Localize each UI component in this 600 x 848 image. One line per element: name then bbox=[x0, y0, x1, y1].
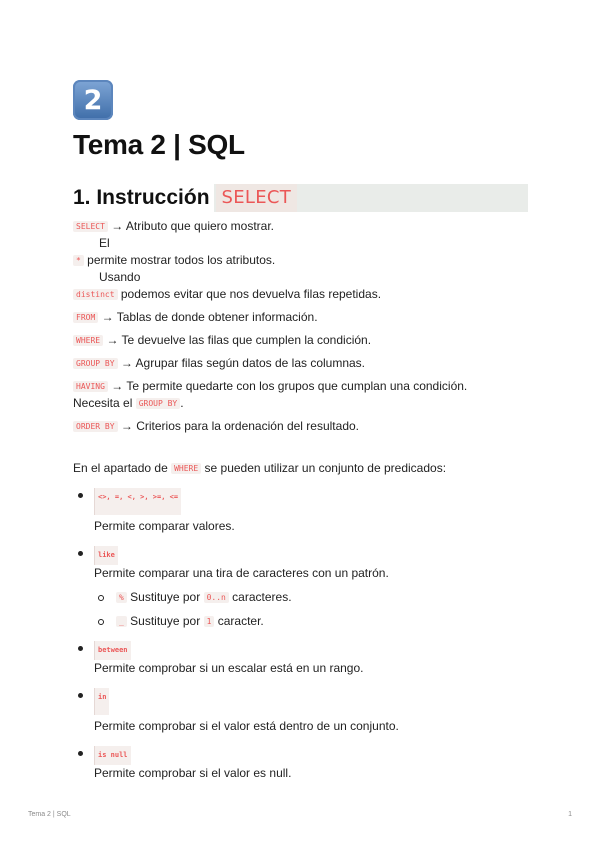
predicate-code: is null bbox=[94, 746, 131, 765]
list-item bbox=[94, 589, 528, 606]
predicate-list bbox=[73, 487, 528, 782]
list-item bbox=[73, 745, 528, 782]
having-need-line bbox=[73, 395, 528, 412]
distinct-line bbox=[73, 286, 528, 303]
having-need-end: . bbox=[180, 396, 184, 410]
orderby-text: → Criterios para la ordenación del resultado. bbox=[120, 419, 359, 433]
having-line bbox=[73, 378, 528, 395]
distinct-text: podemos evitar que nos devuelva filas repetidas. bbox=[120, 287, 382, 301]
distinct-code: distinct bbox=[73, 289, 118, 300]
predicate-desc: Permite comparar una tira de caracteres con un patrón. bbox=[94, 566, 389, 580]
having-need-code: GROUP BY bbox=[136, 398, 181, 409]
el-line: El bbox=[99, 236, 110, 250]
intro-after: se pueden utilizar un conjunto de predicados: bbox=[204, 461, 447, 475]
from-line bbox=[73, 309, 528, 326]
groupby-line bbox=[73, 355, 528, 372]
predicate-desc: Permite comprobar si un escalar está en un rango. bbox=[94, 661, 364, 675]
predicate-code: <>, =, <, >, >=, <= bbox=[94, 488, 181, 515]
predicate-desc: Permite comprobar si el valor es null. bbox=[94, 766, 292, 780]
document-page bbox=[73, 80, 528, 782]
having-code: HAVING bbox=[73, 381, 108, 392]
list-item bbox=[73, 687, 528, 735]
predicates-intro bbox=[73, 460, 528, 477]
list-item bbox=[73, 487, 528, 535]
wildcard-before: Sustituye por bbox=[130, 614, 201, 628]
from-code: FROM bbox=[73, 312, 98, 323]
having-need-text: Necesita el bbox=[73, 396, 133, 410]
select-code: SELECT bbox=[73, 221, 108, 232]
groupby-code: GROUP BY bbox=[73, 358, 118, 369]
wildcard-count-code: 1 bbox=[204, 616, 215, 627]
list-item bbox=[94, 613, 528, 630]
like-sublist bbox=[94, 589, 528, 630]
section-title: 1. Instrucción bbox=[73, 184, 214, 212]
orderby-line bbox=[73, 418, 528, 435]
from-text: → Tablas de donde obtener información. bbox=[101, 310, 318, 324]
keycap-two-icon bbox=[73, 80, 113, 120]
where-line bbox=[73, 332, 528, 349]
wildcard-count-code: 0..n bbox=[204, 592, 229, 603]
section-keyword: SELECT bbox=[216, 184, 298, 212]
wildcard-after: caracteres. bbox=[232, 590, 292, 604]
star-text: permite mostrar todos los atributos. bbox=[87, 253, 276, 267]
predicate-desc: Permite comprobar si el valor está dentro de un conjunto. bbox=[94, 719, 399, 733]
orderby-code: ORDER BY bbox=[73, 421, 118, 432]
predicate-code: in bbox=[94, 688, 109, 715]
list-item bbox=[73, 545, 528, 630]
list-item bbox=[73, 640, 528, 677]
footer-page-number: 1 bbox=[568, 811, 572, 818]
groupby-text: → Agrupar filas según datos de las columnas. bbox=[120, 356, 366, 370]
usando-line: Usando bbox=[99, 270, 141, 284]
intro-code: WHERE bbox=[171, 463, 201, 474]
where-text: → Te devuelve las filas que cumplen la condición. bbox=[106, 333, 372, 347]
emoji-digit: 2 bbox=[83, 84, 103, 116]
select-line bbox=[73, 218, 528, 235]
predicate-desc: Permite comparar valores. bbox=[94, 519, 235, 533]
wildcard-code: _ bbox=[116, 616, 127, 627]
having-text: → Te permite quedarte con los grupos que cumplan una condición. bbox=[111, 379, 468, 393]
section-heading bbox=[73, 184, 528, 212]
footer-title: Tema 2 | SQL bbox=[28, 811, 71, 818]
wildcard-after: caracter. bbox=[217, 614, 264, 628]
predicate-code: between bbox=[94, 641, 131, 660]
select-text: → Atributo que quiero mostrar. bbox=[111, 219, 274, 233]
where-code: WHERE bbox=[73, 335, 103, 346]
wildcard-before: Sustituye por bbox=[130, 590, 201, 604]
star-line bbox=[73, 252, 528, 269]
intro-before: En el apartado de bbox=[73, 461, 168, 475]
wildcard-code: % bbox=[116, 592, 127, 603]
page-title: Tema 2 | SQL bbox=[73, 129, 245, 160]
predicate-code: like bbox=[94, 546, 118, 565]
star-code: * bbox=[73, 255, 84, 266]
